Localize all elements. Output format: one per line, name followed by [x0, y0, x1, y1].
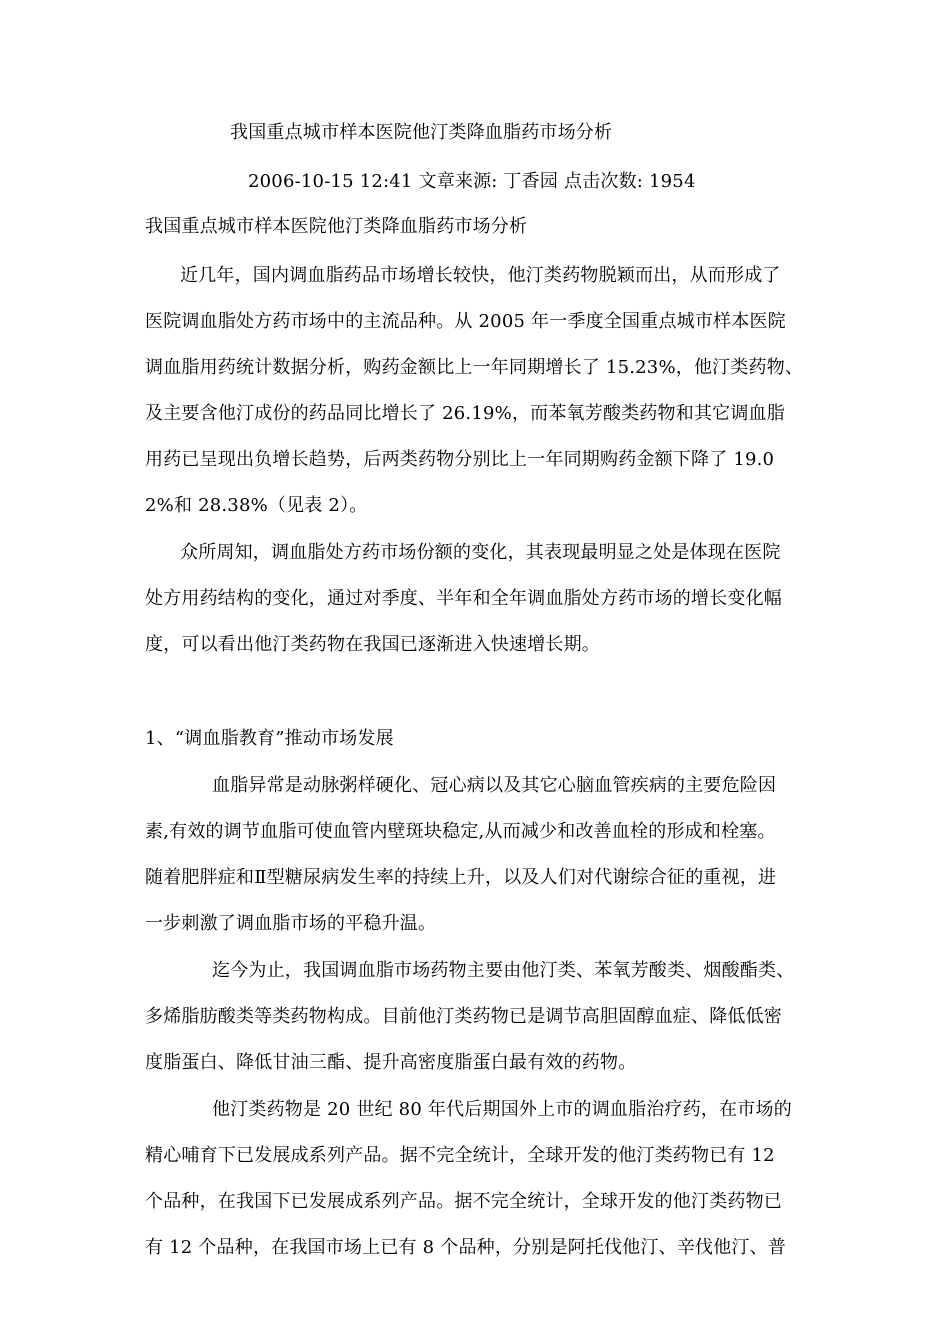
paragraph-2-line: 度，可以看出他汀类药物在我国已逐渐进入快速增长期。 — [145, 634, 600, 655]
paragraph-1-line: 调血脂用药统计数据分析，购药金额比上一年同期增长了 15.23%，他汀类药物、 — [145, 357, 804, 378]
paragraph-1-line: 用药已呈现出负增长趋势，后两类药物分别比上一年同期购药金额下降了 19.0 — [145, 449, 775, 470]
paragraph-3-line: 随着肥胖症和Ⅱ型糖尿病发生率的持续上升，以及人们对代谢综合征的重视，进 — [145, 867, 777, 888]
section-heading: 1、“调血脂教育”推动市场发展 — [145, 728, 394, 749]
paragraph-3-line: 一步刺激了调血脂市场的平稳升温。 — [145, 913, 437, 934]
paragraph-1-line: 2%和 28.38%（见表 2）。 — [145, 495, 368, 516]
paragraph-1-line: 医院调血脂处方药市场中的主流品种。从 2005 年一季度全国重点城市样本医院 — [145, 311, 786, 332]
paragraph-2-line: 处方用药结构的变化，通过对季度、半年和全年调血脂处方药市场的增长变化幅 — [145, 588, 782, 609]
paragraph-3-line: 素,有效的调节血脂可使血管内壁斑块稳定,从而减少和改善血栓的形成和栓塞。 — [145, 821, 776, 842]
paragraph-4-line: 多烯脂肪酸类等类药物构成。目前他汀类药物已是调节高胆固醇血症、降低低密 — [145, 1006, 782, 1027]
article-meta: 2006-10-15 12:41 文章来源: 丁香园 点击次数: 1954 — [248, 171, 696, 192]
article-subtitle: 我国重点城市样本医院他汀类降血脂药市场分析 — [145, 216, 528, 237]
paragraph-5-line: 个品种，在我国下已发展成系列产品。据不完全统计，全球开发的他汀类药物已 — [145, 1191, 782, 1212]
paragraph-1-line: 及主要含他汀成份的药品同比增长了 26.19%，而苯氧芳酸类药物和其它调血脂 — [145, 403, 785, 424]
paragraph-5-line: 精心哺育下已发展成系列产品。据不完全统计，全球开发的他汀类药物已有 12 — [145, 1145, 775, 1166]
paragraph-5-line: 有 12 个品种，在我国市场上已有 8 个品种，分别是阿托伐他汀、辛伐他汀、普 — [145, 1237, 787, 1258]
article-title: 我国重点城市样本医院他汀类降血脂药市场分析 — [230, 122, 613, 143]
paragraph-1-line: 近几年，国内调血脂药品市场增长较快，他汀类药物脱颖而出，从而形成了 — [180, 265, 781, 286]
paragraph-4-line: 度脂蛋白、降低甘油三酯、提升高密度脂蛋白最有效的药物。 — [145, 1052, 637, 1073]
paragraph-4-line: 迄今为止，我国调血脂市场药物主要由他汀类、苯氧芳酸类、烟酸酯类、 — [212, 960, 795, 981]
paragraph-3-line: 血脂异常是动脉粥样硬化、冠心病以及其它心脑血管疾病的主要危险因 — [212, 775, 777, 796]
paragraph-5-line: 他汀类药物是 20 世纪 80 年代后期国外上市的调血脂治疗药，在市场的 — [212, 1099, 792, 1120]
paragraph-2-line: 众所周知，调血脂处方药市场份额的变化，其表现最明显之处是体现在医院 — [180, 542, 781, 563]
